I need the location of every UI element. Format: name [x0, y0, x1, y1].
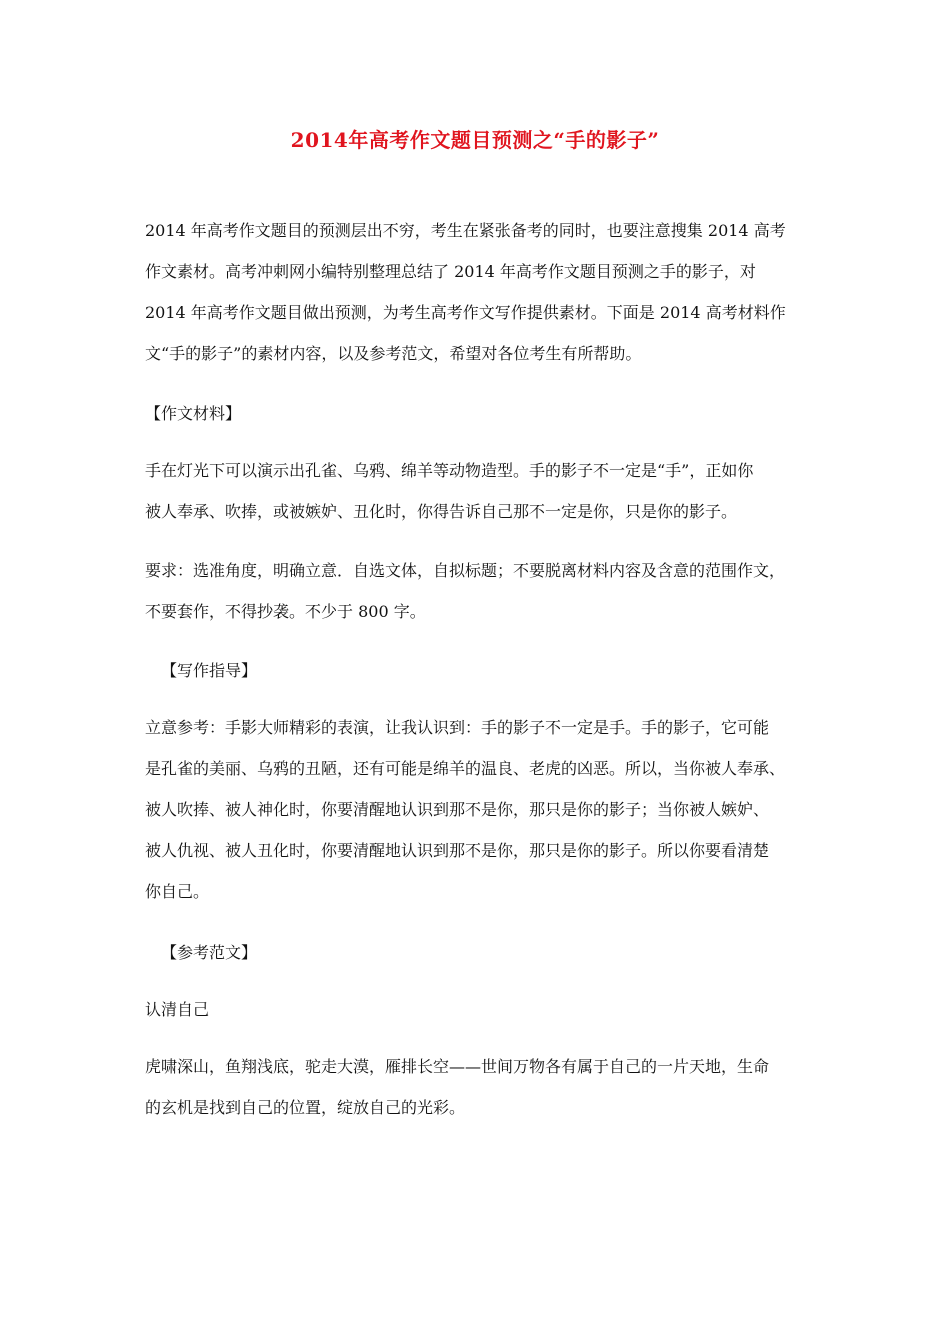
essay-title: 认清自己: [145, 1000, 210, 1019]
guide-line: 被人吹捧、被人神化时，你要清醒地认识到那不是你，那只是你的影子；当你被人嫉妒、: [145, 800, 770, 819]
intro-paragraph: [145, 217, 810, 368]
material-line: 被人奉承、吹捧，或被嫉妒、丑化时，你得告诉自己那不一定是你，只是你的影子。: [145, 502, 738, 521]
guide-paragraph: [145, 714, 810, 906]
intro-line: 作文素材。高考冲刺网小编特别整理总结了 2014 年高考作文题目预测之手的影子，对: [145, 262, 756, 281]
intro-line: 2014 年高考作文题目的预测层出不穷，考生在紧张备考的同时，也要注意搜集 2014 高考: [145, 221, 786, 240]
intro-line: 文“手的影子”的素材内容，以及参考范文，希望对各位考生有所帮助。: [145, 344, 642, 363]
requirement-paragraph: [145, 557, 810, 626]
section-heading-sample: 【参考范文】: [161, 943, 258, 962]
section-heading-guide: 【写作指导】: [161, 661, 258, 680]
material-paragraph: [145, 457, 810, 526]
requirement-line: 要求：选准角度，明确立意．自选文体，自拟标题；不要脱离材料内容及含意的范围作文，: [145, 561, 786, 580]
guide-line: 被人仇视、被人丑化时，你要清醒地认识到那不是你，那只是你的影子。所以你要看清楚: [145, 841, 770, 860]
requirement-line: 不要套作，不得抄袭。不少于 800 字。: [145, 602, 426, 621]
essay-line: 的玄机是找到自己的位置，绽放自己的光彩。: [145, 1098, 466, 1117]
guide-line: 是孔雀的美丽、乌鸦的丑陋，还有可能是绵羊的温良、老虎的凶恶。所以，当你被人奉承、: [145, 759, 786, 778]
essay-paragraph: [145, 1053, 810, 1122]
section-heading-material: 【作文材料】: [145, 404, 242, 423]
guide-line: 立意参考：手影大师精彩的表演，让我认识到：手的影子不一定是手。手的影子，它可能: [145, 718, 770, 737]
material-line: 手在灯光下可以演示出孔雀、乌鸦、绵羊等动物造型。手的影子不一定是“手”，正如你: [145, 461, 754, 480]
intro-line: 2014 年高考作文题目做出预测，为考生高考作文写作提供素材。下面是 2014 高考材料作: [145, 303, 786, 322]
page-title: 2014年高考作文题目预测之“手的影子”: [290, 128, 660, 152]
guide-line: 你自己。: [145, 882, 210, 901]
essay-line: 虎啸深山，鱼翔浅底，驼走大漠，雁排长空——世间万物各有属于自己的一片天地，生命: [145, 1057, 770, 1076]
